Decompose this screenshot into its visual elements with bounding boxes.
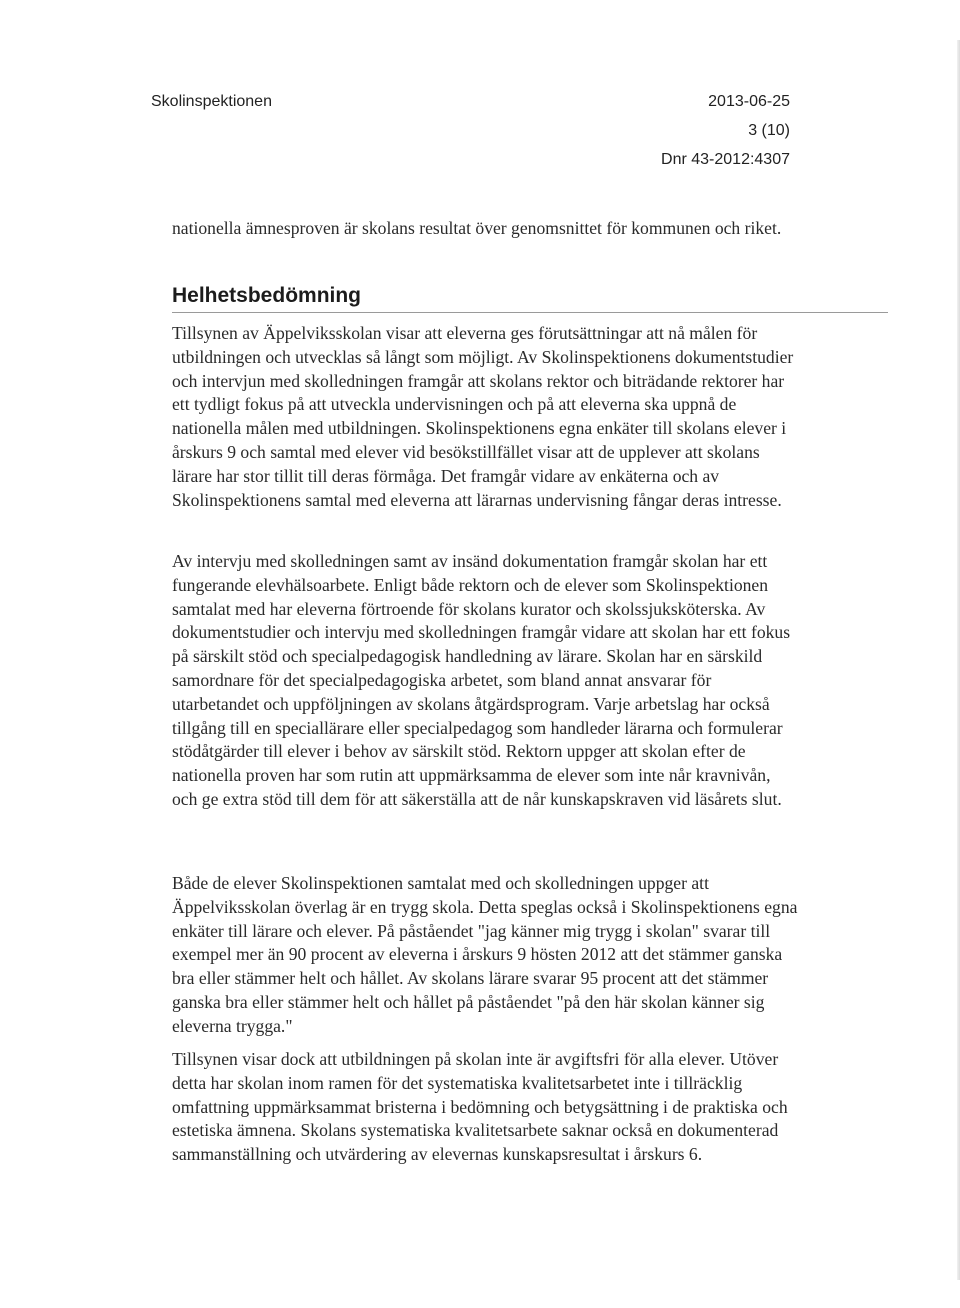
header-organization: Skolinspektionen (151, 93, 272, 110)
header-page-number: 3 (10) (748, 122, 790, 139)
header-dnr: Dnr 43-2012:4307 (661, 151, 790, 168)
section-heading: Helhetsbedömning (172, 284, 888, 313)
paragraph-2: Av intervju med skolledningen samt av insänd dokumentation framgår skolan har ett fungerande elevhälsoarbete. Enligt både rektorn och de elever som Skolinspektionen samtalat med har eleverna förtroende för skolans kurator och skolssjuksköterska. Av dokumentstudier och intervju med skolledningen framgår vidare att skolan har ett fokus på särskilt stöd och specialpedagogisk handledning av lärare. Skolan har en särskild samordnare för det specialpedagogiska arbetet, som bland annat ansvarar för utarbetandet och uppföljningen av skolans åtgärdsprogram. Varje arbetslag har också tillgång till en speciallärare eller specialpedagog som handleder lärarna och formulerar stödåtgärder till elever i behov av särskilt stöd. Rektorn uppger att skolan efter de nationella proven har som rutin att uppmärksamma de elever som inte når kravnivån, och ge extra stöd till dem för att säkerställa att de når kunskapskraven vid läsårets slut. (172, 551, 791, 809)
header-meta (661, 87, 790, 174)
intro-paragraph: nationella ämnesproven är skolans resultat över genomsnittet för kommunen och riket. (172, 218, 782, 238)
header-date: 2013-06-25 (708, 93, 790, 110)
paragraph-1: Tillsynen av Äppelviksskolan visar att eleverna ges förutsättningar att nå målen för utbildningen och utvecklas så långt som möjligt. Av Skolinspektionens dokumentstudier och intervjun med skolledningen framgår att skolans rektor och biträdande rektorer har ett tydligt fokus på att utveckla undervisningen och på att eleverna ska uppnå de nationella målen med utbildningen. Skolinspektionens egna enkäter till skolans elever i årskurs 9 och samtal med elever vid besökstillfället visar att de upplever att skolans lärare har stor tillit till deras förmåga. Det framgår vidare av enkäterna och av Skolinspektionens samtal med eleverna att lärarnas undervisning fångar deras intresse. (172, 323, 794, 510)
paragraph-4: Tillsynen visar dock att utbildningen på skolan inte är avgiftsfri för alla elever. Utöver detta har skolan inom ramen för det systematiska kvalitetsarbetet inte i tillräcklig omfattning uppmärksammat bristerna i bedömning och betygsättning i de praktiska och estetiska ämnena. Skolans systematiska kvalitetsarbete saknar också en dokumenterad sammanställning och utvärdering av elevernas kunskapsresultat i årskurs 6. (172, 1049, 788, 1165)
paragraph-3: Både de elever Skolinspektionen samtalat med och skolledningen uppger att Äppelviksskolan överlag är en trygg skola. Detta speglas också i Skolinspektionens egna enkäter till lärare och elever. På påståendet "jag känner mig trygg i skolan" svarar till exempel mer än 90 procent av eleverna i årskurs 9 hösten 2012 att det stämmer ganska bra eller stämmer helt och hållet. Av skolans lärare svarar 95 procent att det stämmer ganska bra eller stämmer helt och hållet på påståendet "på den här skolan känner sig eleverna trygga." (172, 873, 798, 1036)
